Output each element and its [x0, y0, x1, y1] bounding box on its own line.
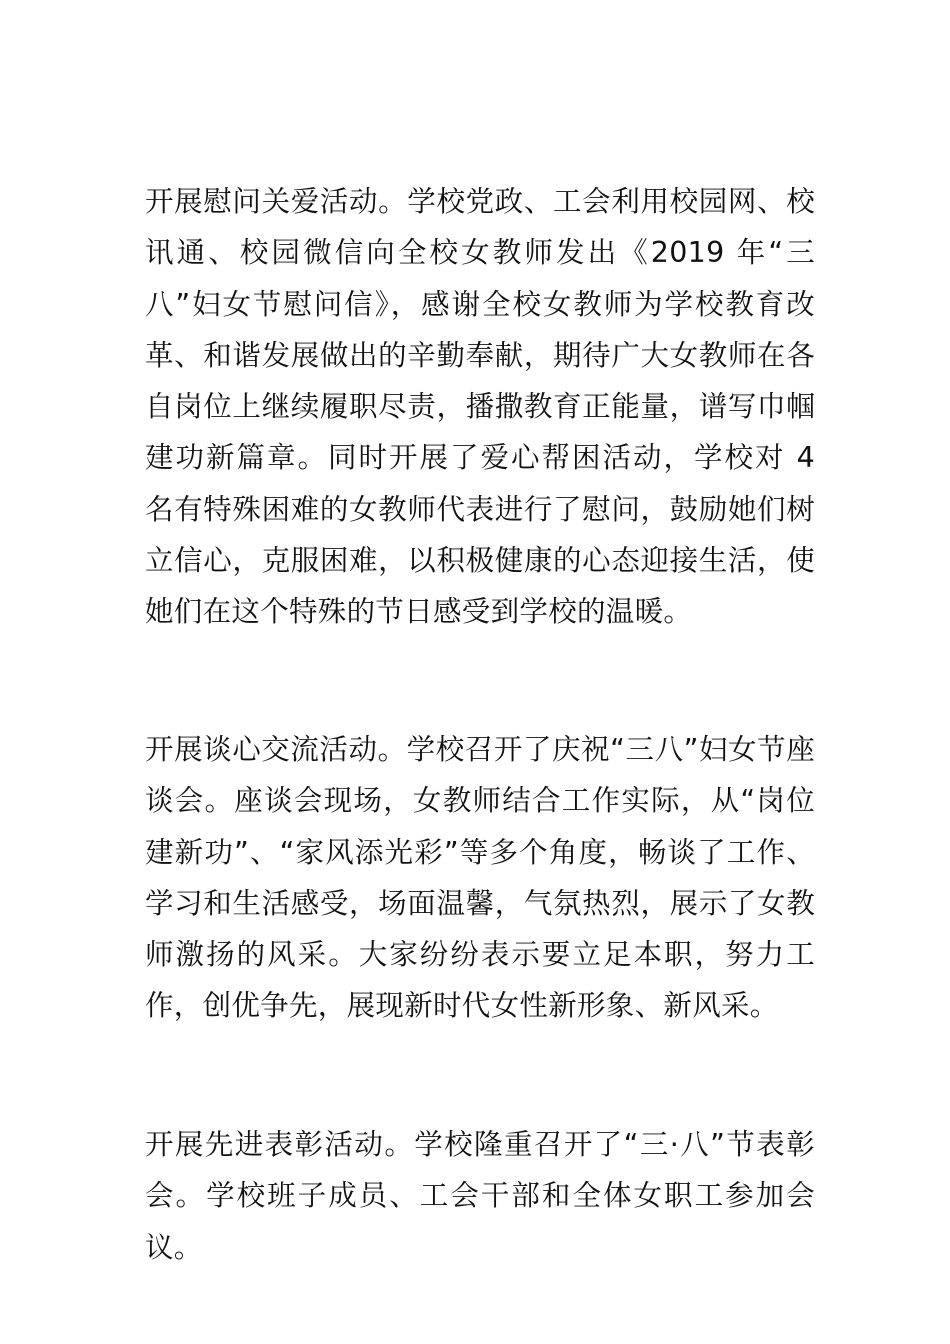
paragraph-condolence-activity: 开展慰问关爱活动。学校党政、工会利用校园网、校讯通、校园微信向全校女教师发出《2019 年“三八”妇女节慰问信》，感谢全校女教师为学校教育改革、和谐发展做出的辛勤奉献，期待广大女教师在各自岗位上继续履职尽责，播撒教育正能量，谱写巾帼建功新篇章。同时开展了爱心帮困活动，学校对 4 名有特殊困难的女教师代表进行了慰问，鼓励她们树立信心，克服困难，以积极健康的心态迎接生活，使她们在这个特殊的节日感受到学校的温暖。 — [145, 185, 815, 629]
paragraph-heart-to-heart-activity: 开展谈心交流活动。学校召开了庆祝“三八”妇女节座谈会。座谈会现场，女教师结合工作实际，从“岗位建新功”、“家风添光彩”等多个角度，畅谈了工作、学习和生活感受，场面温馨，气氛热烈，展示了女教师激扬的风采。大家纷纷表示要立足本职，努力工作，创优争先，展现新时代女性新形象、新风采。 — [145, 733, 815, 1023]
paragraph-commendation-activity: 开展先进表彰活动。学校隆重召开了“三·八”节表彰会。学校班子成员、工会干部和全体女职工参加会议。 — [145, 1128, 815, 1264]
